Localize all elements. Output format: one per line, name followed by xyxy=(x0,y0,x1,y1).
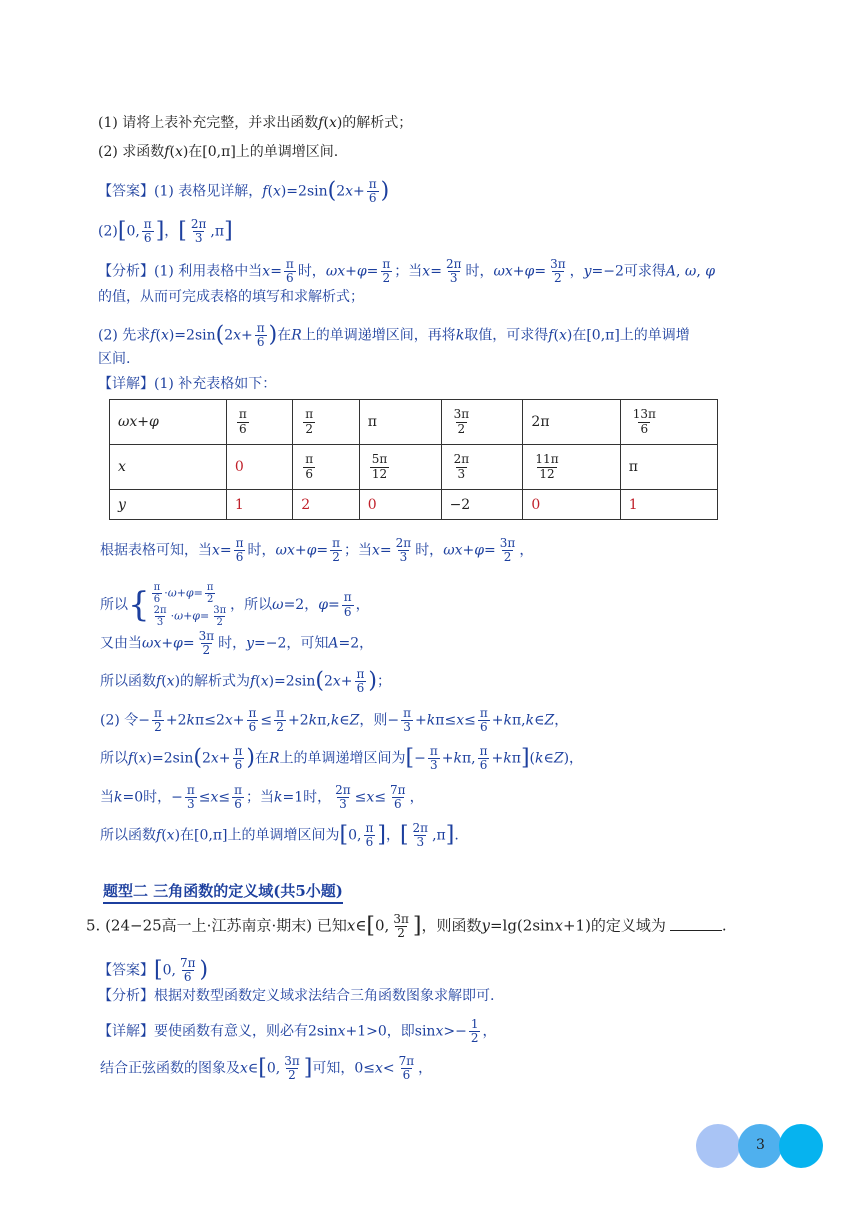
page-number: 3 xyxy=(756,1137,765,1153)
answer-line2: (2)[0, $\frac{\pi}{6}$ ]，[ $\frac{2\pi}{3}$ ,π] xyxy=(98,217,233,246)
table-cell: $\frac{2\pi}{3}$ xyxy=(441,445,523,490)
analysis-line4: 区间. xyxy=(98,351,131,367)
table-cell: −2 xyxy=(441,490,523,520)
solution-line7: 当k=0时，− $\frac{\pi}{3}$ ≤x≤ $\frac{\pi}{6}$ ；当k=1时， $\frac{2\pi}{3}$ ≤x≤ $\frac{7\pi}{6}$ ， xyxy=(100,783,424,812)
analysis-line3: (2) 先求f(x)=2sin(2x+ $\frac{\pi}{6}$ )在R上的单调递增区间，再将k取值，可求得f(x)在[0,π]上的单调增 xyxy=(98,321,690,350)
solution-line8: 所以函数f(x)在[0,π]上的单调增区间为[0, $\frac{\pi}{6}$ ]，[ $\frac{2\pi}{3}$ ,π]. xyxy=(100,821,459,850)
table-cell: ωx+φ xyxy=(110,400,227,445)
table-row xyxy=(110,445,718,490)
p5-analysis-line: 【分析】根据对数型函数定义域求法结合三角函数图象求解即可. xyxy=(98,988,495,1004)
solution-line2: 所以{ $\frac{\pi}{6}$ ·ω+φ= $\frac{\pi}{2}$ $\frac{2\pi}{3}$ ·ω+φ= $\frac{3\pi}{2}$ ，所以ω=2，φ= $\frac{\pi}{6}$ ， xyxy=(100,582,370,628)
detail-intro xyxy=(98,377,276,391)
page-circle-decoration xyxy=(696,1124,740,1168)
p5-detail-line: 【详解】要使函数有意义，则必有2sinx+1>0，即sinx>− $\frac{1}{2}$ ， xyxy=(98,1017,497,1046)
table-cell: $\frac{5\pi}{12}$ xyxy=(359,445,441,490)
table-cell: $\frac{11\pi}{12}$ xyxy=(523,445,620,490)
solution-line4: 所以函数f(x)的解析式为f(x)=2sin(2x+ $\frac{\pi}{6}$ )； xyxy=(100,667,392,696)
section-heading: 题型二 三角函数的定义域(共5小题) xyxy=(103,880,343,904)
table-cell: $\frac{\pi}{6}$ xyxy=(293,445,359,490)
p5-answer-line: 【答案】[0, $\frac{7\pi}{6}$ ) xyxy=(98,956,209,985)
problem5: 5. (24−25高一上·江苏南京·期末) 已知x∈[0, $\frac{3\pi}{2}$ ]，则函数y=lg(2sinx+1)的定义域为 . xyxy=(86,912,727,941)
table-row xyxy=(110,490,718,520)
table-cell: $\frac{\pi}{6}$ xyxy=(226,400,292,445)
table-cell: 1 xyxy=(620,490,717,520)
table-cell: $\frac{13\pi}{6}$ xyxy=(620,400,717,445)
detail-intro-text: (1) 补充表格如下： xyxy=(154,376,277,392)
value-table xyxy=(109,399,718,520)
table-cell: y xyxy=(110,490,227,520)
table-cell: $\frac{\pi}{2}$ xyxy=(293,400,359,445)
p5-detail-line2: 结合正弦函数的图象及x∈[0, $\frac{3\pi}{2}$ ]可知，0≤x< $\frac{7\pi}{6}$ ， xyxy=(100,1054,433,1083)
table-cell: π xyxy=(620,445,717,490)
solution-line3: 又由当ωx+φ= $\frac{3\pi}{2}$ 时，y=−2，可知A=2， xyxy=(100,629,374,658)
analysis-tag: 【分析】 xyxy=(98,263,154,280)
solution-line6: 所以f(x)=2sin(2x+ $\frac{\pi}{6}$ )在R上的单调递增区间为[− $\frac{\pi}{3}$ +kπ, $\frac{\pi}{6}$ +kπ](k∈Z)， xyxy=(100,744,584,773)
table-cell: 2 xyxy=(293,490,359,520)
table-cell: 1 xyxy=(226,490,292,520)
analysis-line2: 的值，从而可完成表格的填写和求解析式； xyxy=(98,289,364,305)
table-cell: 2π xyxy=(523,400,620,445)
question-part1: (1) 请将上表补充完整，并求出函数f(x)的解析式； xyxy=(98,115,413,131)
table-cell: 0 xyxy=(523,490,620,520)
detail-tag: 【详解】 xyxy=(98,376,154,392)
table-cell: $\frac{3\pi}{2}$ xyxy=(441,400,523,445)
solution-line1: 根据表格可知，当x= $\frac{\pi}{6}$ 时，ωx+φ= $\frac{\pi}{2}$ ；当x= $\frac{2\pi}{3}$ 时，ωx+φ= $\frac{3\pi}{2}$ ， xyxy=(100,536,534,565)
table-cell: 0 xyxy=(226,445,292,490)
table-row xyxy=(110,400,718,445)
p5-analysis-text: 根据对数型函数定义域求法结合三角函数图象求解即可. xyxy=(154,988,495,1004)
answer-tag: 【答案】 xyxy=(98,183,154,200)
answer-line1: 【答案】(1) 表格见详解，f(x)=2sin(2x+ $\frac{\pi}{6}$ ) xyxy=(98,177,390,206)
page-circle-decoration xyxy=(779,1124,823,1168)
table-cell: π xyxy=(359,400,441,445)
solution-line5: (2) 令− $\frac{\pi}{2}$ +2kπ≤2x+ $\frac{\pi}{6}$ ≤ $\frac{\pi}{2}$ +2kπ,k∈Z，则− $\frac{\pi}{3}$ +kπ≤x≤ $\frac{\pi}{6}$ +kπ,k∈Z， xyxy=(100,706,569,735)
analysis-line1: 【分析】(1) 利用表格中当x= $\frac{\pi}{6}$ 时，ωx+φ= $\frac{\pi}{2}$ ；当x= $\frac{2\pi}{3}$ 时，ωx+φ= $\frac{3\pi}{2}$ ，y=−2可求得A, ω, φ xyxy=(98,257,716,286)
table-cell: x xyxy=(110,445,227,490)
table-cell: 0 xyxy=(359,490,441,520)
answer-blank[interactable] xyxy=(670,918,722,931)
question-part2: (2) 求函数f(x)在[0,π]上的单调增区间. xyxy=(98,144,339,160)
